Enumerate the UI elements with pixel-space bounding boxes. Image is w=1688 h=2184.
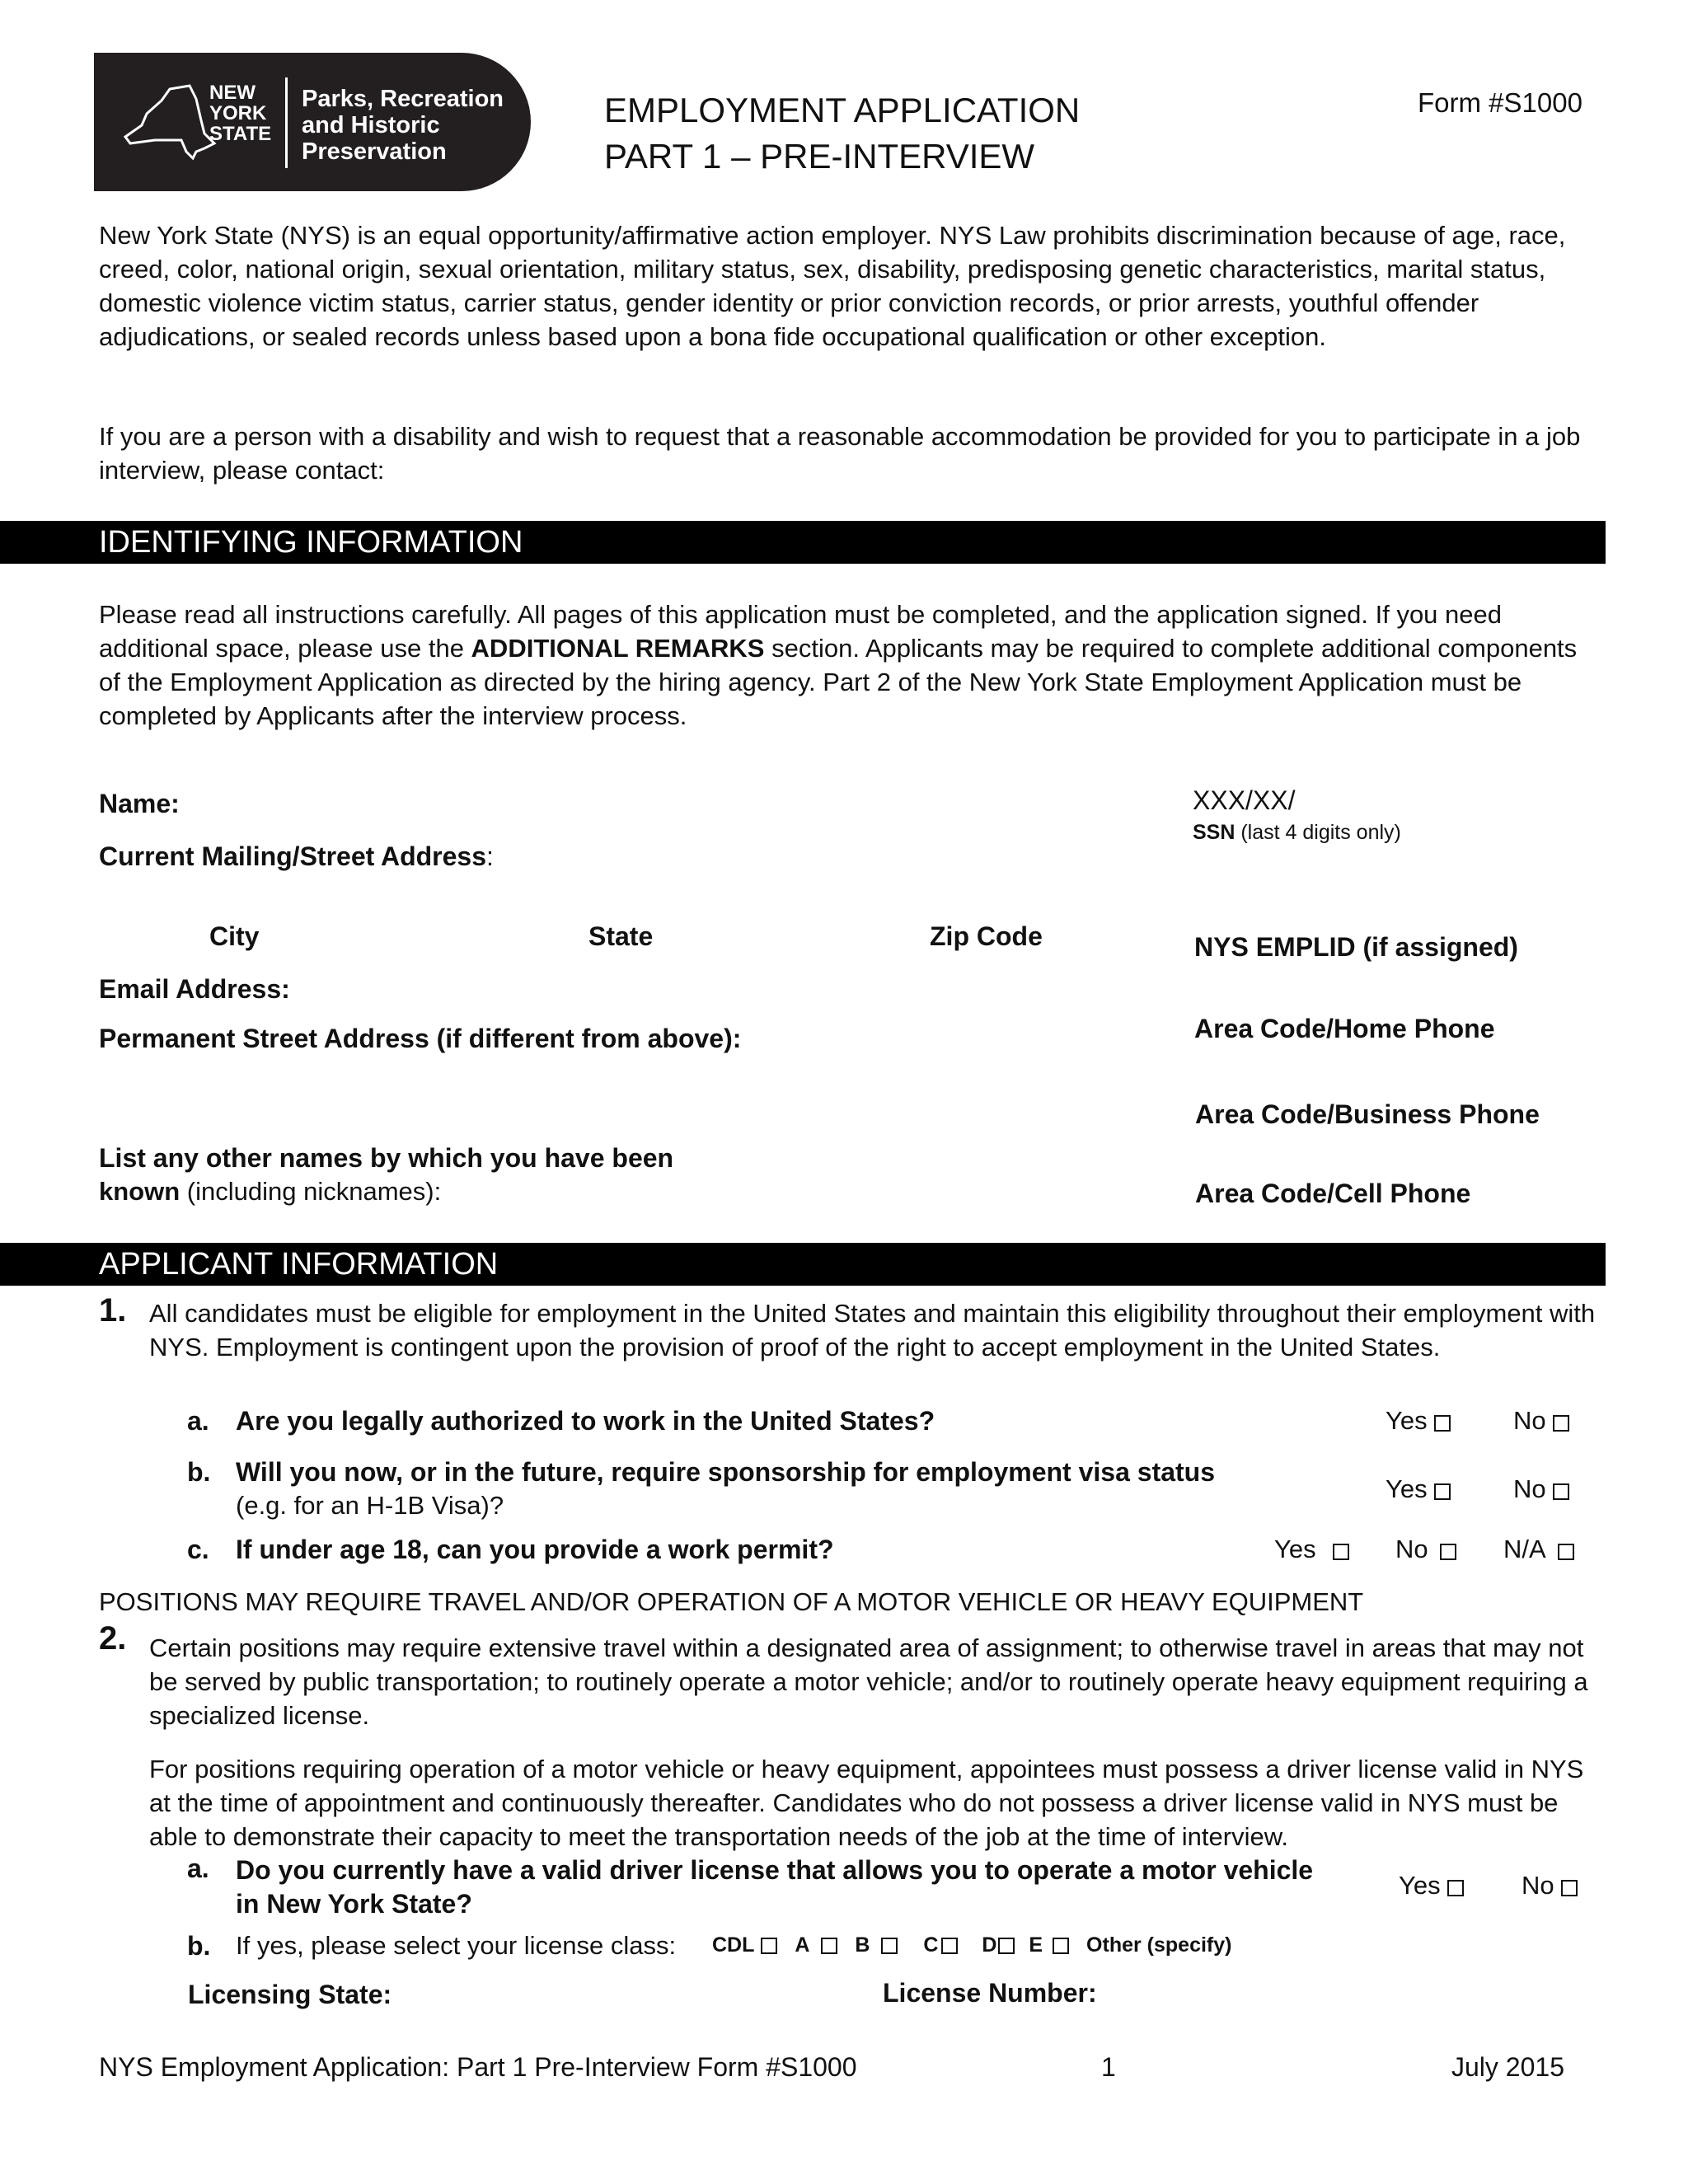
form-title-line1: EMPLOYMENT APPLICATION [604,91,1081,129]
license-class-options [712,1933,1231,1957]
logo-state-line2: YORK [209,102,267,124]
cdl-checkbox[interactable] [761,1938,777,1954]
logo-agency-line2: and Historic [302,112,440,138]
question-2-paragraph: For positions requiring operation of a motor vehicle or heavy equipment, appointees must possess a driver license valid in NYS at the time of appointment and continuously thereafter. Candidates who do not possess a driver license valid in NYS must be able to demonstrate their capacity to meet the transportation needs of the job at the time of interview. [149,1755,1584,1851]
question-1-number: 1. [99,1292,127,1329]
footer-date: July 2015 [1451,2052,1564,2082]
accommodation-statement: If you are a person with a disability and wish to request that a reasonable accommodation be provided for you to participate in a job interview, please contact: [99,422,1581,485]
question-2a-no[interactable]: No [1522,1871,1578,1900]
business-phone-label: Area Code/Business Phone [1195,1099,1540,1129]
other-names-label-line2: known (including nicknames): [99,1177,442,1206]
section-applicant-information: APPLICANT INFORMATION [0,1243,1606,1286]
license-class-d[interactable]: D [982,1933,1015,1957]
mailing-address-label: Current Mailing/Street Address: [99,841,494,871]
question-1b-no[interactable]: No [1513,1474,1569,1504]
na-checkbox[interactable] [1558,1544,1574,1560]
other-names-label-line1: List any other names by which you have been [99,1143,674,1173]
question-1a-letter: a. [187,1406,209,1436]
question-1b-note: (e.g. for an H-1B Visa)? [236,1491,504,1520]
state-label: State [588,921,654,951]
city-label: City [209,921,260,951]
question-1a-text: Are you legally authorized to work in the United States? [236,1406,935,1436]
question-1-text: All candidates must be eligible for employment in the United States and maintain this eligibility throughout their employment with NYS. Employment is contingent upon the provision of proof of the right to accept employment in the United States. [149,1299,1596,1361]
section-identifying-information: IDENTIFYING INFORMATION [0,521,1606,564]
question-2a-letter: a. [187,1854,209,1883]
yes-checkbox[interactable] [1434,1483,1451,1500]
question-1a-no[interactable]: No [1513,1406,1569,1436]
home-phone-label: Area Code/Home Phone [1194,1014,1495,1043]
logo-state-line3: STATE [209,123,272,145]
license-class-c[interactable]: C [923,1933,958,1957]
form-number: Form #S1000 [1418,87,1582,118]
eeo-statement: New York State (NYS) is an equal opportunity/affirmative action employer. NYS Law prohibits discrimination because of age, race, creed, color, national origin, sexual orientation, military status, sex, disability, predisposing genetic characteristics, marital status, domestic violence victim status, carrier status, gender identity or prior conviction records, or prior arrests, youthful offender adjudications, or sealed records unless based upon a bona fide occupational qualification or other exception. [99,221,1566,351]
travel-heading: POSITIONS MAY REQUIRE TRAVEL AND/OR OPERATION OF A MOTOR VEHICLE OR HEAVY EQUIPMENT [99,1587,1364,1616]
name-label: Name: [99,789,180,818]
logo-divider [285,77,288,168]
question-2a-text: Do you currently have a valid driver license that allows you to operate a motor vehicle in New York State? [236,1855,1314,1919]
license-class-e[interactable]: E [1029,1933,1069,1957]
ssn-value: XXX/XX/ [1193,785,1296,815]
question-2a-yes[interactable]: Yes [1399,1871,1464,1900]
question-1b-yes[interactable]: Yes [1386,1474,1451,1504]
license-class-cdl[interactable]: CDL [712,1933,777,1957]
agency-logo [94,53,531,191]
footer-page-number: 1 [1101,2052,1116,2082]
class-d-checkbox[interactable] [998,1938,1015,1954]
nys-emplid-label: NYS EMPLID (if assigned) [1194,932,1518,962]
no-checkbox[interactable] [1440,1544,1456,1560]
yes-checkbox[interactable] [1447,1880,1464,1896]
question-1c-no[interactable]: No [1395,1535,1456,1564]
question-1c-letter: c. [187,1535,209,1564]
class-a-checkbox[interactable] [821,1938,837,1954]
question-2-text: Certain positions may require extensive travel within a designated area of assignment; to otherwise travel in areas that may not be served by public transportation; to routinely operate a motor vehicle; and/or to routinely operate heavy equipment requiring a specialized license. [149,1633,1588,1730]
question-1a-yes[interactable]: Yes [1386,1406,1451,1436]
license-class-other[interactable]: Other (specify) [1086,1933,1232,1957]
instructions: Please read all instructions carefully. All pages of this application must be completed, and the application signed. If you need additional space, please use the ADDITIONAL REMARKS section. Applicants may be required to complete additional components of the Employment Application as directed by the hiring agency. Part 2 of the New York State Employment Application must be completed by Applicants after the interview process. [99,600,1578,730]
yes-checkbox[interactable] [1434,1415,1451,1432]
logo-agency-line3: Preservation [302,138,447,165]
no-checkbox[interactable] [1553,1415,1569,1432]
footer-form-name: NYS Employment Application: Part 1 Pre-Interview Form #S1000 [99,2052,857,2082]
license-number-label: License Number: [883,1978,1097,2008]
email-address-label: Email Address: [99,974,290,1004]
yes-checkbox[interactable] [1333,1544,1349,1560]
new-york-state-map-icon [122,82,221,162]
question-2b-text: If yes, please select your license class: [236,1931,677,1960]
no-checkbox[interactable] [1561,1880,1578,1896]
question-2-number: 2. [99,1620,127,1657]
question-1c-na[interactable]: N/A [1503,1535,1574,1564]
question-1b-text: Will you now, or in the future, require sponsorship for employment visa status [236,1457,1216,1487]
ssn-label: SSN (last 4 digits only) [1193,821,1401,844]
class-c-checkbox[interactable] [941,1938,958,1954]
cell-phone-label: Area Code/Cell Phone [1195,1179,1471,1208]
logo-agency-line1: Parks, Recreation [302,86,504,112]
logo-state-line1: NEW [209,82,256,104]
zip-code-label: Zip Code [930,921,1043,951]
class-b-checkbox[interactable] [881,1938,898,1954]
question-1c-yes[interactable]: Yes [1274,1535,1349,1564]
permanent-address-label: Permanent Street Address (if different from above): [99,1024,742,1053]
class-e-checkbox[interactable] [1053,1938,1069,1954]
question-2b-letter: b. [187,1931,211,1961]
no-checkbox[interactable] [1553,1483,1569,1500]
license-class-a[interactable]: A [795,1933,837,1957]
license-class-b[interactable]: B [855,1933,898,1957]
question-1c-text: If under age 18, can you provide a work permit? [236,1535,834,1564]
licensing-state-label: Licensing State: [188,1980,392,2009]
form-title-line2: PART 1 – PRE-INTERVIEW [604,137,1035,176]
question-1b-letter: b. [187,1457,211,1487]
